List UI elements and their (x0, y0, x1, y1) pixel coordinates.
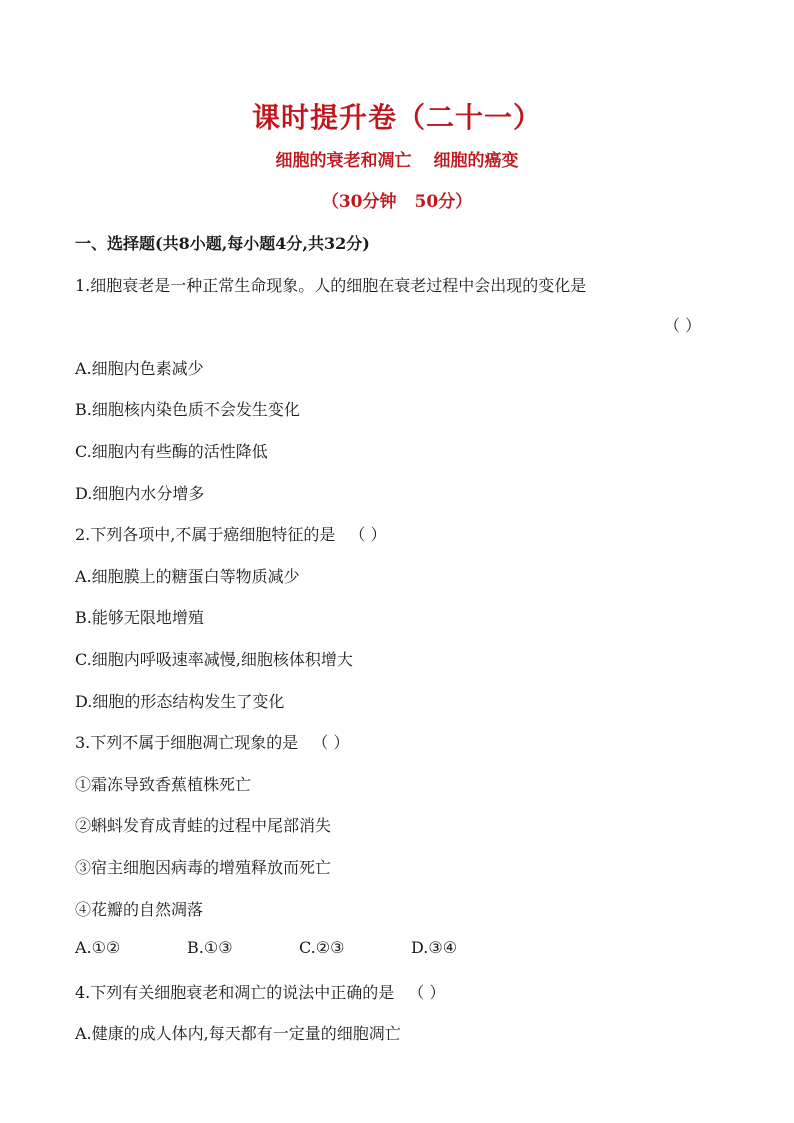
question-2-option-c: C.细胞内呼吸速率减慢,细胞核体积增大 (75, 650, 353, 669)
question-3-item-4: ④花瓣的自然凋落 (75, 900, 204, 919)
question-3-item-1: ①霜冻导致香蕉植株死亡 (75, 775, 252, 794)
question-3-option-b: B.①③ (187, 938, 233, 957)
total-score: 50分） (414, 192, 473, 212)
question-2-option-d: D.细胞的形态结构发生了变化 (75, 692, 285, 711)
question-2-answer-blank: （ ） (349, 525, 387, 544)
question-2-option-a: A.细胞膜上的糖蛋白等物质减少 (75, 567, 300, 586)
question-3-answer-blank: （ ） (312, 733, 350, 752)
question-3-item-3: ③宿主细胞因病毒的增殖释放而死亡 (75, 858, 332, 877)
question-4-option-a: A.健康的成人体内,每天都有一定量的细胞凋亡 (75, 1024, 401, 1043)
question-1-answer-blank: （ ） (664, 316, 702, 335)
question-4-stem: 4.下列有关细胞衰老和凋亡的说法中正确的是 (75, 983, 395, 1002)
question-1-option-c: C.细胞内有些酶的活性降低 (75, 442, 268, 461)
question-3-option-a: A.①② (75, 938, 121, 957)
question-3-option-c: C.②③ (299, 938, 345, 957)
subtitle-part2: 细胞的癌变 (433, 151, 519, 171)
section-heading: 一、选择题(共8小题,每小题4分,共32分) (75, 234, 370, 253)
question-4 (75, 980, 445, 1003)
time-score (0, 187, 794, 212)
question-2-option-b: B.能够无限地增殖 (75, 608, 204, 627)
question-2 (75, 522, 386, 545)
question-4-answer-blank: （ ） (408, 983, 446, 1002)
question-3-options (75, 938, 523, 957)
question-3-stem: 3.下列不属于细胞凋亡现象的是 (75, 733, 299, 752)
subtitle-part1: 细胞的衰老和凋亡 (275, 151, 412, 171)
page-subtitle (0, 146, 794, 171)
question-3-option-d: D.③④ (411, 938, 458, 957)
question-1-option-d: D.细胞内水分增多 (75, 484, 205, 503)
question-2-stem: 2.下列各项中,不属于癌细胞特征的是 (75, 525, 336, 544)
question-3-item-2: ②蝌蚪发育成青蛙的过程中尾部消失 (75, 816, 332, 835)
question-1-stem: 1.细胞衰老是一种正常生命现象。人的细胞在衰老过程中会出现的变化是 (75, 276, 587, 295)
question-1-option-a: A.细胞内色素减少 (75, 359, 204, 378)
page-title: 课时提升卷（二十一） (251, 101, 542, 134)
question-1-option-b: B.细胞核内染色质不会发生变化 (75, 400, 300, 419)
time-limit: （30分钟 (321, 192, 397, 212)
question-3 (75, 730, 349, 753)
